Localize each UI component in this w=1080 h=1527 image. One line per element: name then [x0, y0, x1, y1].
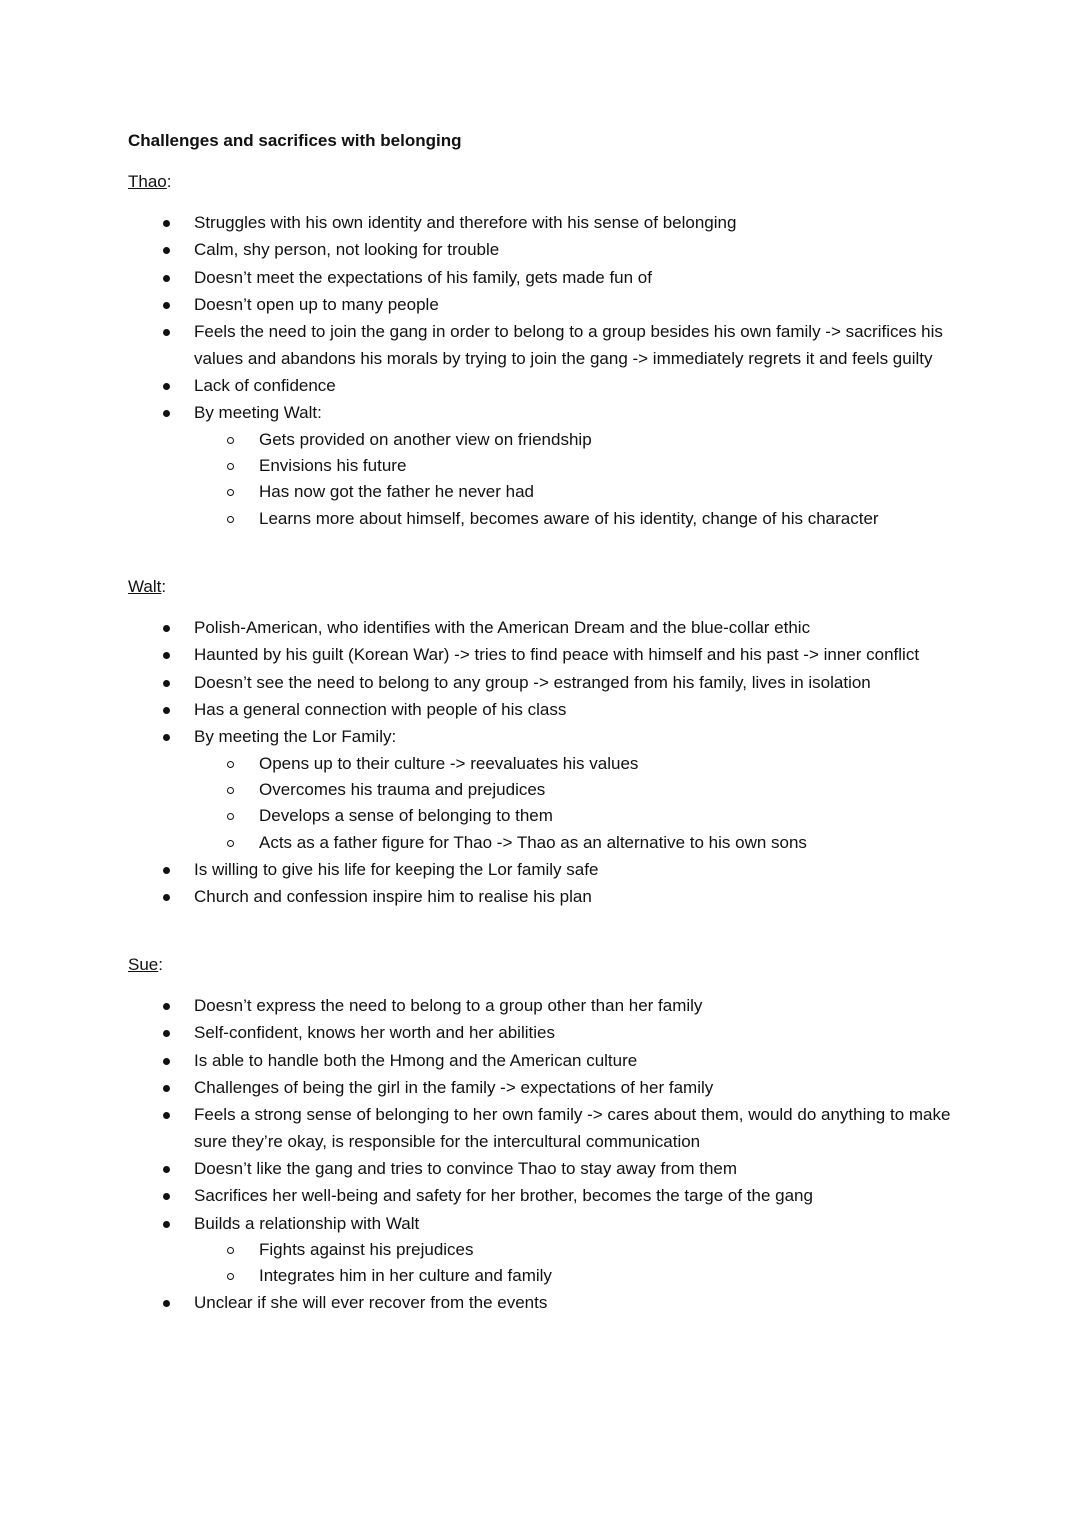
bullet-icon	[163, 1030, 170, 1037]
list-item: Doesn’t meet the expectations of his family, gets made fun of	[0, 265, 1080, 292]
bullet-icon	[163, 410, 170, 417]
list-item: Polish-American, who identifies with the American Dream and the blue-collar ethic	[0, 615, 1080, 642]
sub-list	[194, 1237, 960, 1290]
list-item: Is able to handle both the Hmong and the American culture	[0, 1048, 1080, 1075]
list-item: Doesn’t express the need to belong to a group other than her family	[0, 993, 1080, 1020]
sub-list	[194, 427, 960, 532]
list-item: Sacrifices her well-being and safety for her brother, becomes the targe of the gang	[0, 1183, 1080, 1210]
bullet-icon	[163, 1166, 170, 1173]
heading-name-thao: Thao	[128, 172, 167, 191]
list-item: Unclear if she will ever recover from the events	[0, 1290, 1080, 1317]
bullet-icon	[163, 383, 170, 390]
list-item: Feels a strong sense of belonging to her own family -> cares about them, would do anything to make sure they’re okay, is responsible for the intercultural communication	[0, 1102, 1080, 1155]
sub-list-item: Overcomes his trauma and prejudices	[194, 777, 960, 803]
list-item: Doesn’t like the gang and tries to convince Thao to stay away from them	[0, 1156, 1080, 1183]
sub-list-item: Fights against his prejudices	[194, 1237, 960, 1263]
list-item: Challenges of being the girl in the family -> expectations of her family	[0, 1075, 1080, 1102]
list-item: Struggles with his own identity and therefore with his sense of belonging	[0, 210, 1080, 237]
bullet-list-sue	[0, 993, 1080, 1318]
circle-bullet-icon	[227, 1247, 234, 1254]
circle-bullet-icon	[227, 1273, 234, 1280]
bullet-icon	[163, 625, 170, 632]
list-item: Calm, shy person, not looking for trouble	[0, 237, 1080, 264]
bullet-list-thao	[0, 210, 1080, 533]
circle-bullet-icon	[227, 437, 234, 444]
sub-list-item: Opens up to their culture -> reevaluates his values	[194, 751, 960, 777]
heading-name-walt: Walt	[128, 577, 162, 596]
list-item: Church and confession inspire him to realise his plan	[0, 884, 1080, 911]
bullet-icon	[163, 302, 170, 309]
bullet-icon	[163, 275, 170, 282]
bullet-icon	[163, 652, 170, 659]
section-heading-thao: Thao:	[128, 172, 172, 191]
list-item: Lack of confidence	[0, 373, 1080, 400]
circle-bullet-icon	[227, 840, 234, 847]
sub-list-item: Develops a sense of belonging to them	[194, 803, 960, 829]
circle-bullet-icon	[227, 761, 234, 768]
bullet-icon	[163, 247, 170, 254]
sub-list-item: Has now got the father he never had	[194, 479, 960, 505]
list-item: Is willing to give his life for keeping the Lor family safe	[0, 857, 1080, 884]
circle-bullet-icon	[227, 787, 234, 794]
bullet-icon	[163, 707, 170, 714]
sub-list-item: Envisions his future	[194, 453, 960, 479]
bullet-icon	[163, 1003, 170, 1010]
bullet-icon	[163, 680, 170, 687]
sub-list-item: Integrates him in her culture and family	[194, 1263, 960, 1289]
bullet-icon	[163, 1193, 170, 1200]
list-item: By meeting Walt: Gets provided on another view on friendship Envisions his future Has now got the father he never had Learns more about himself, becomes aware of his identity, change of his character	[0, 400, 1080, 532]
bullet-icon	[163, 894, 170, 901]
list-item: Builds a relationship with Walt Fights against his prejudices Integrates him in her culture and family	[0, 1211, 1080, 1290]
circle-bullet-icon	[227, 813, 234, 820]
list-item: Doesn’t open up to many people	[0, 292, 1080, 319]
list-item: Haunted by his guilt (Korean War) -> tries to find peace with himself and his past -> inner conflict	[0, 642, 1080, 669]
bullet-icon	[163, 220, 170, 227]
list-item: Self-confident, knows her worth and her abilities	[0, 1020, 1080, 1047]
bullet-list-walt	[0, 615, 1080, 911]
bullet-icon	[163, 1221, 170, 1228]
list-item: By meeting the Lor Family: Opens up to their culture -> reevaluates his values Overcomes his trauma and prejudices Develops a sense of belonging to them Acts as a father figure for Thao -> Thao as an alternative to his own sons	[0, 724, 1080, 856]
section-heading-walt: Walt:	[128, 577, 167, 596]
circle-bullet-icon	[227, 489, 234, 496]
bullet-icon	[163, 1112, 170, 1119]
list-item: Doesn’t see the need to belong to any group -> estranged from his family, lives in isolation	[0, 670, 1080, 697]
bullet-icon	[163, 734, 170, 741]
sub-list	[194, 751, 960, 856]
bullet-icon	[163, 1058, 170, 1065]
heading-name-sue: Sue	[128, 955, 159, 974]
sub-list-item: Learns more about himself, becomes aware of his identity, change of his character	[194, 506, 960, 532]
bullet-icon	[163, 329, 170, 336]
circle-bullet-icon	[227, 516, 234, 523]
list-item: Has a general connection with people of his class	[0, 697, 1080, 724]
bullet-icon	[163, 1085, 170, 1092]
bullet-icon	[163, 1300, 170, 1307]
document-title: Challenges and sacrifices with belonging	[128, 131, 462, 150]
bullet-icon	[163, 867, 170, 874]
sub-list-item: Gets provided on another view on friendship	[194, 427, 960, 453]
list-item: Feels the need to join the gang in order to belong to a group besides his own family -> sacrifices his values and abandons his morals by trying to join the gang -> immediately regrets it and feels guilty	[0, 319, 1080, 372]
circle-bullet-icon	[227, 463, 234, 470]
sub-list-item: Acts as a father figure for Thao -> Thao as an alternative to his own sons	[194, 830, 960, 856]
section-heading-sue: Sue:	[128, 955, 163, 974]
